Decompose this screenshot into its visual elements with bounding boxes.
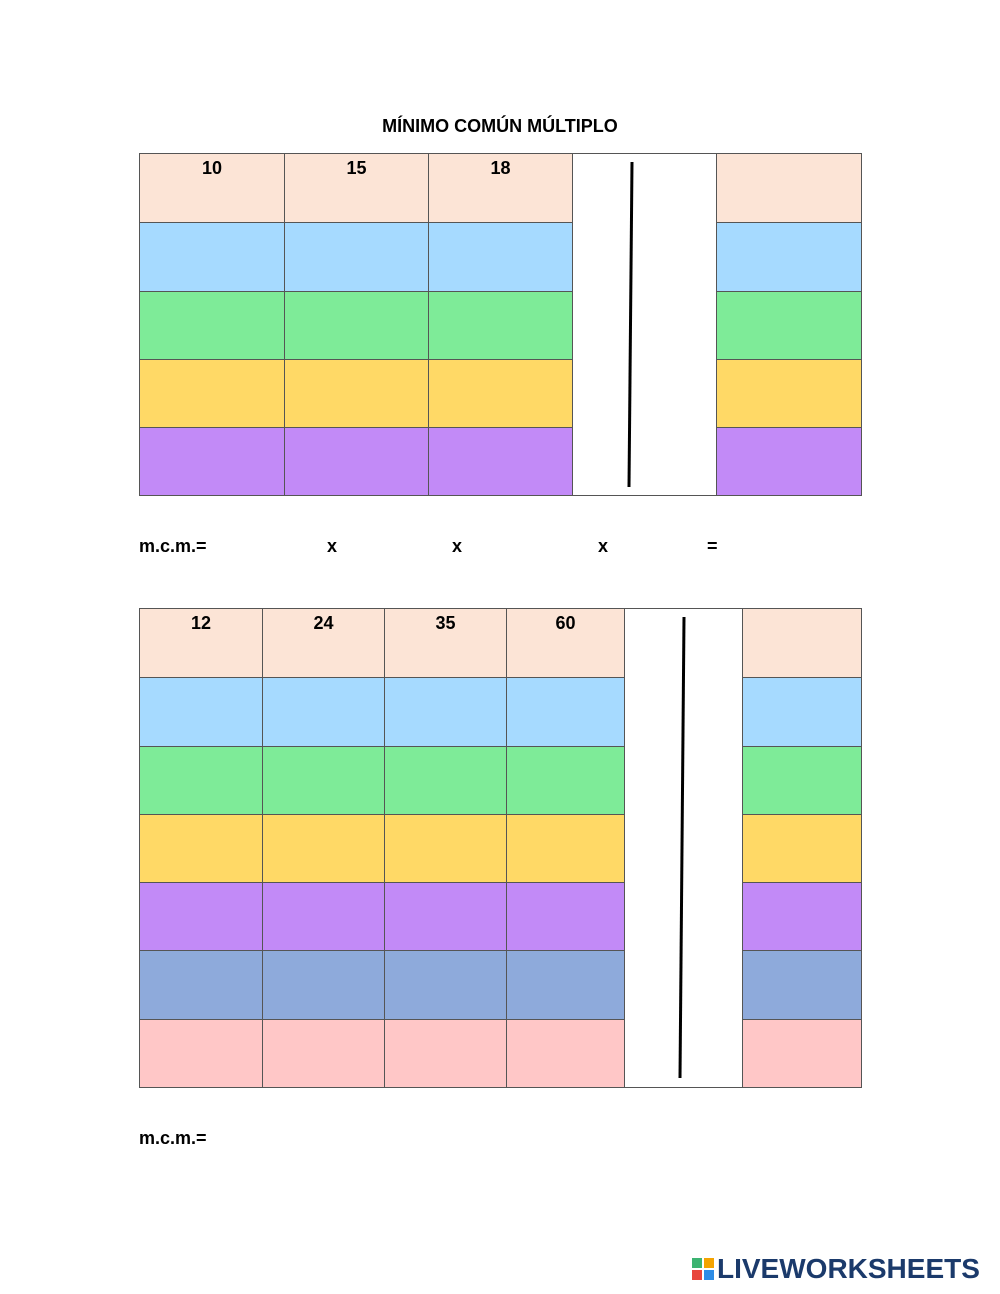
worksheet-title: MÍNIMO COMÚN MÚLTIPLO	[382, 116, 618, 136]
table-row	[140, 815, 862, 883]
quotient-cell[interactable]	[385, 883, 507, 951]
quotient-cell[interactable]	[263, 815, 385, 883]
divisor-cell[interactable]	[743, 609, 862, 678]
quotient-cell[interactable]	[140, 678, 263, 747]
liveworksheets-logo	[692, 1254, 980, 1284]
quotient-cell[interactable]	[263, 951, 385, 1020]
quotient-cell[interactable]	[385, 1020, 507, 1088]
division-bar	[625, 609, 743, 1088]
number-cell[interactable]: 15	[285, 154, 429, 223]
quotient-cell[interactable]	[285, 292, 429, 360]
quotient-cell[interactable]	[507, 815, 625, 883]
number-cell[interactable]: 35	[385, 609, 507, 678]
quotient-cell[interactable]	[285, 428, 429, 496]
divisor-cell[interactable]	[717, 292, 862, 360]
quotient-cell[interactable]	[140, 815, 263, 883]
quotient-cell[interactable]	[140, 883, 263, 951]
quotient-cell[interactable]	[140, 223, 285, 292]
quotient-cell[interactable]	[263, 1020, 385, 1088]
number-cell[interactable]: 24	[263, 609, 385, 678]
mcm-label: m.c.m.=	[139, 1128, 207, 1148]
quotient-cell[interactable]	[140, 1020, 263, 1088]
quotient-cell[interactable]	[285, 223, 429, 292]
table-row	[140, 951, 862, 1020]
division-bar-column	[625, 609, 743, 1088]
quotient-cell[interactable]	[429, 428, 573, 496]
table-row	[140, 747, 862, 815]
table-row	[140, 223, 862, 292]
divisor-cell[interactable]	[743, 951, 862, 1020]
quotient-cell[interactable]	[140, 951, 263, 1020]
quotient-cell[interactable]	[285, 360, 429, 428]
quotient-cell[interactable]	[429, 360, 573, 428]
quotient-cell[interactable]	[140, 360, 285, 428]
table-row	[140, 360, 862, 428]
quotient-cell[interactable]	[429, 223, 573, 292]
table-row	[140, 609, 862, 678]
divisor-cell[interactable]	[743, 815, 862, 883]
divisor-cell[interactable]	[743, 883, 862, 951]
number-cell[interactable]: 60	[507, 609, 625, 678]
times-sign: x	[452, 536, 463, 556]
quotient-cell[interactable]	[263, 678, 385, 747]
division-bar	[573, 154, 717, 496]
table-row	[140, 883, 862, 951]
quotient-cell[interactable]	[140, 747, 263, 815]
divisor-cell[interactable]	[743, 747, 862, 815]
number-cell[interactable]: 12	[140, 609, 263, 678]
quotient-cell[interactable]	[385, 747, 507, 815]
table-row	[140, 154, 862, 223]
quotient-cell[interactable]	[385, 951, 507, 1020]
quotient-cell[interactable]	[140, 292, 285, 360]
division-bar-column	[573, 154, 717, 496]
divisor-cell[interactable]	[743, 1020, 862, 1088]
times-sign: x	[327, 536, 338, 556]
table-row	[140, 678, 862, 747]
table-row	[140, 292, 862, 360]
divisor-cell[interactable]	[717, 360, 862, 428]
divisor-cell[interactable]	[717, 223, 862, 292]
quotient-cell[interactable]	[140, 428, 285, 496]
mcm-label: m.c.m.=	[139, 536, 207, 556]
quotient-cell[interactable]	[385, 678, 507, 747]
divisor-cell[interactable]	[717, 154, 862, 223]
number-cell[interactable]: 10	[140, 154, 285, 223]
quotient-cell[interactable]	[429, 292, 573, 360]
mcm-formula-1	[0, 536, 1000, 560]
times-sign: x	[598, 536, 609, 556]
number-cell[interactable]: 18	[429, 154, 573, 223]
quotient-cell[interactable]	[507, 678, 625, 747]
logo-mark-icon	[692, 1258, 714, 1280]
quotient-cell[interactable]	[507, 951, 625, 1020]
quotient-cell[interactable]	[263, 883, 385, 951]
factor-table-2	[139, 608, 862, 1088]
equals-sign: =	[707, 536, 718, 556]
factor-table-1	[139, 153, 862, 496]
quotient-cell[interactable]	[507, 883, 625, 951]
table-row	[140, 428, 862, 496]
logo-text: LIVEWORKSHEETS	[717, 1253, 980, 1284]
quotient-cell[interactable]	[263, 747, 385, 815]
divisor-cell[interactable]	[717, 428, 862, 496]
table-row	[140, 1020, 862, 1088]
mcm-formula-2	[0, 1128, 1000, 1152]
quotient-cell[interactable]	[507, 747, 625, 815]
divisor-cell[interactable]	[743, 678, 862, 747]
quotient-cell[interactable]	[385, 815, 507, 883]
quotient-cell[interactable]	[507, 1020, 625, 1088]
